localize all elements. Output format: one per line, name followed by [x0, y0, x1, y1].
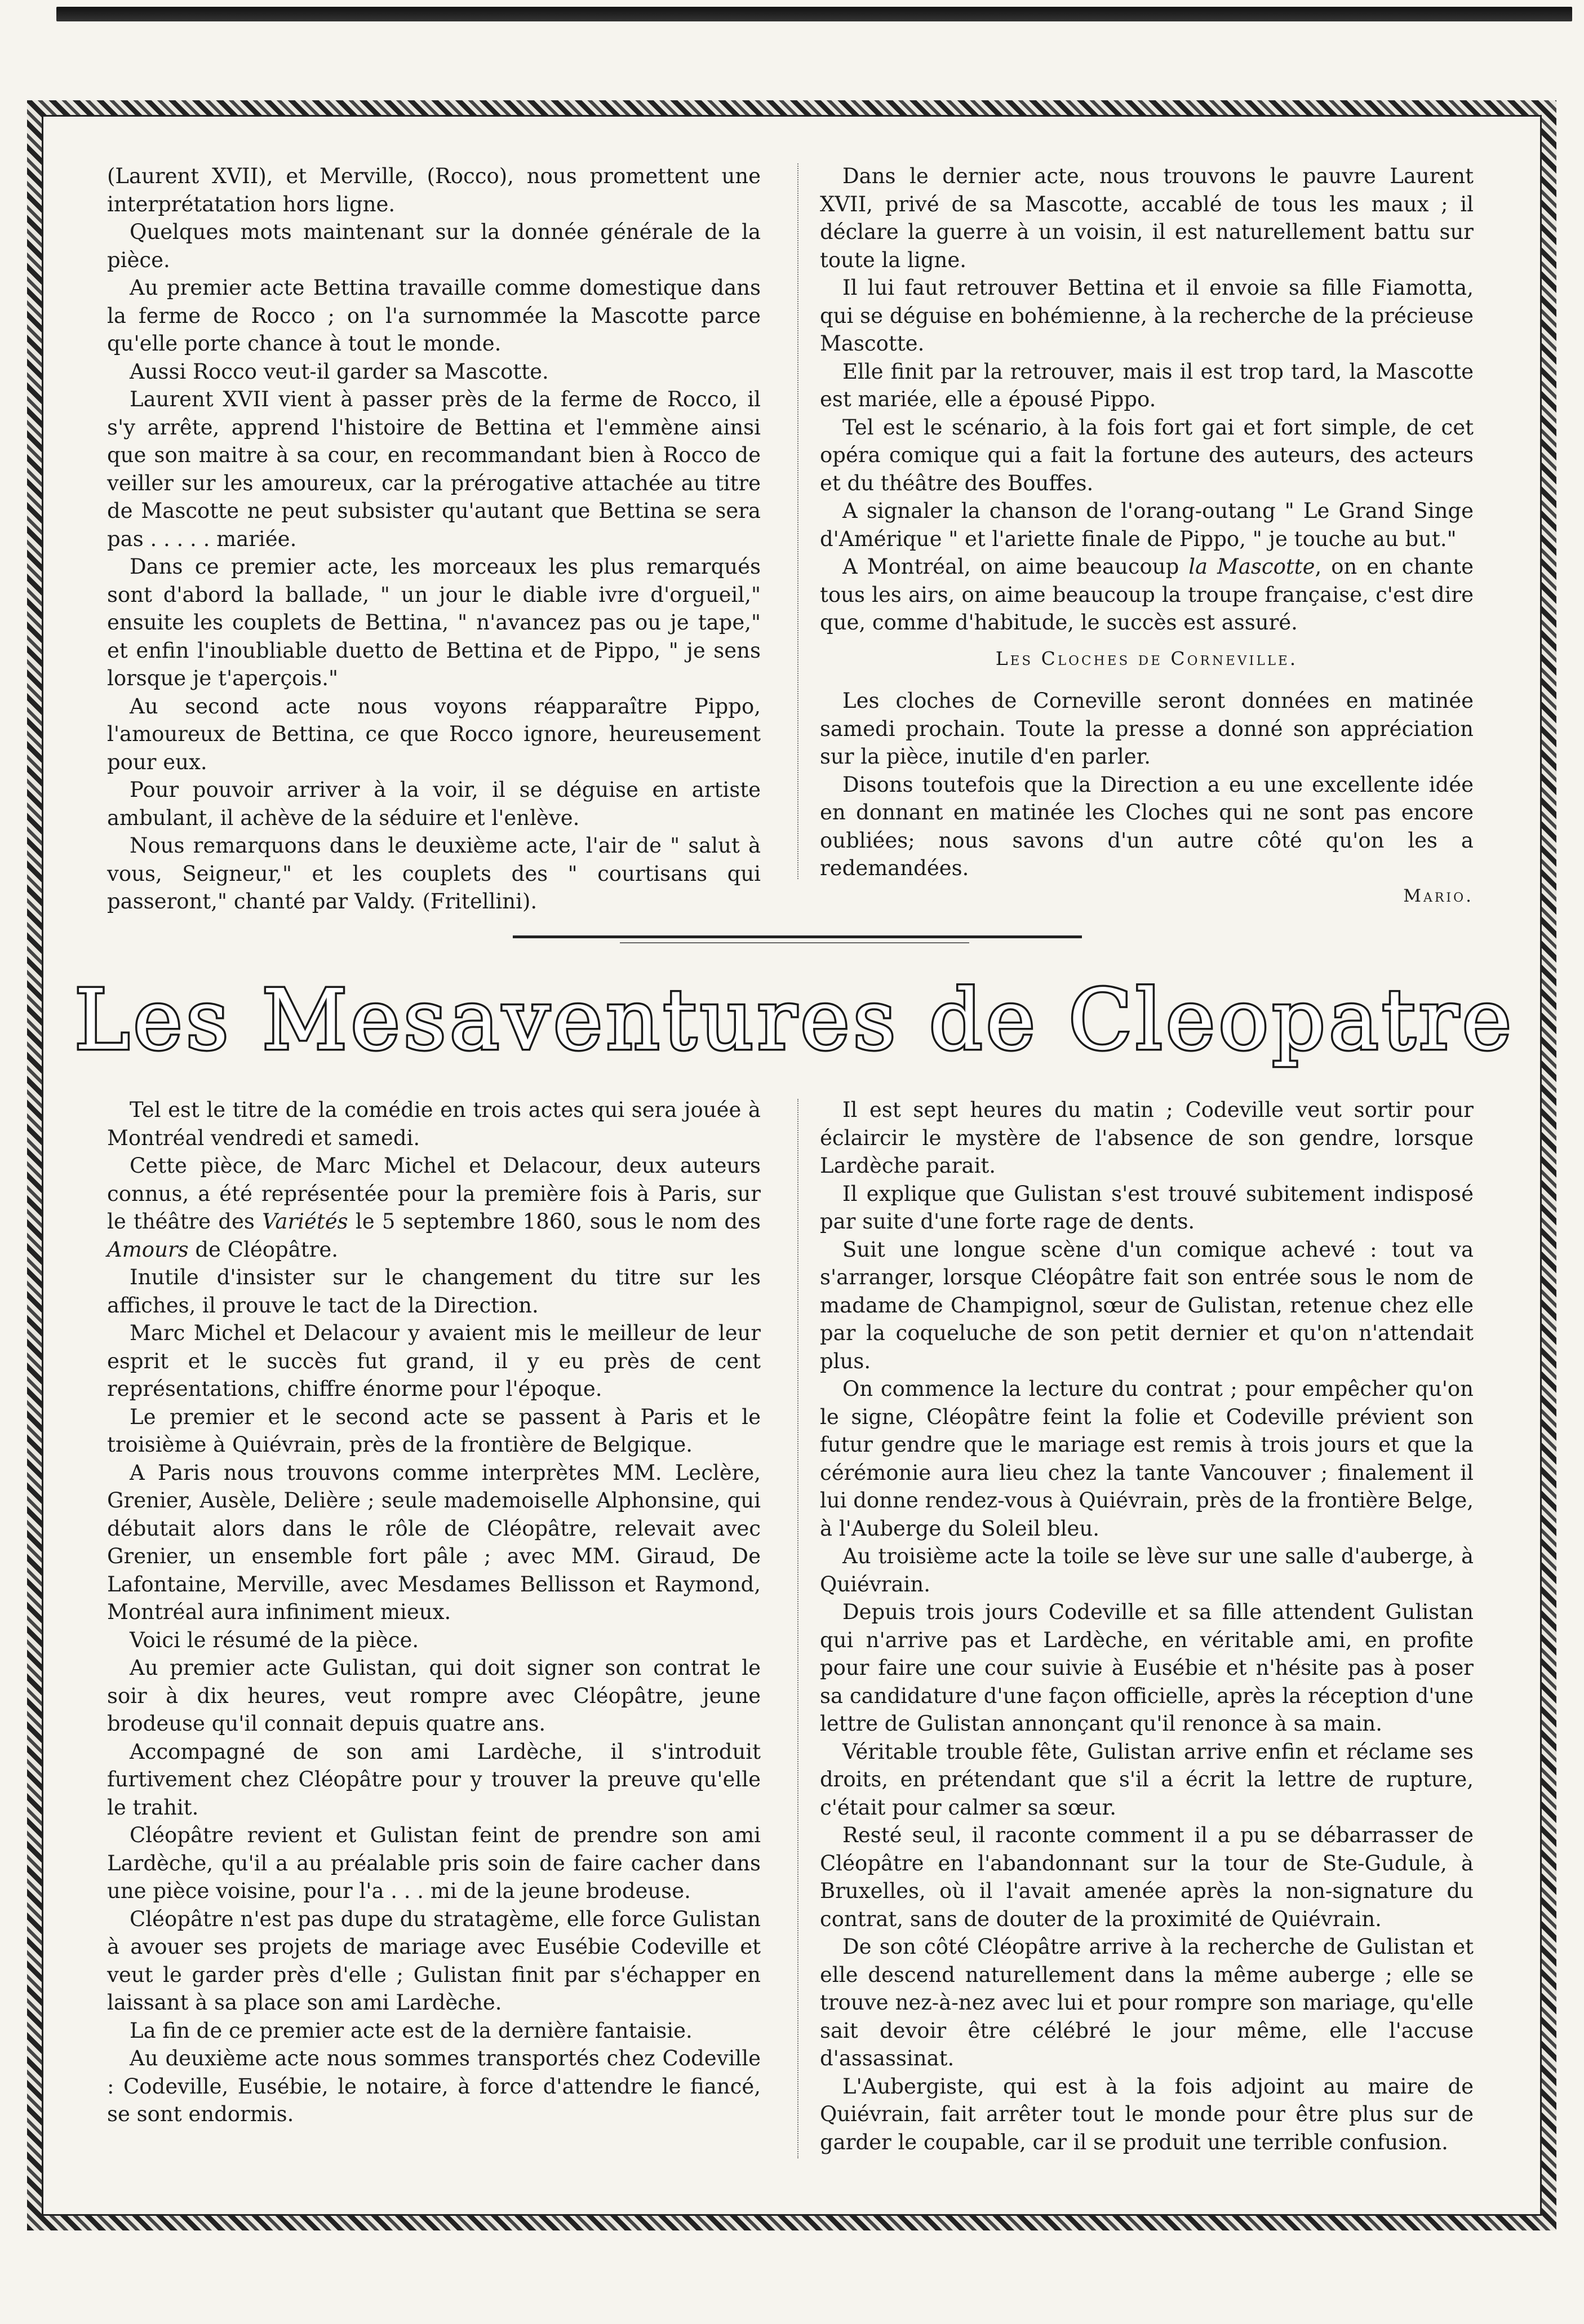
paragraph: Au premier acte Bettina travaille comme domestique dans la ferme de Rocco ; on l'a surnommée la Mascotte parce qu'elle porte chance à tout le monde. [107, 276, 761, 356]
paragraph: Dans ce premier acte, les morceaux les plus remarqués sont d'abord la ballade, " un jour le diable ivre d'orgueil," ensuite les couplets de Bettina, " n'avancez pas ou je tape," et enfin l'inoubliable duetto de Bettina et de Pippo, " je sens lorsque je t'aperçois." [107, 555, 761, 690]
top-rule [56, 7, 1572, 21]
paragraph: L'Aubergiste, qui est à la fois adjoint au maire de Quiévrain, fait arrêter tout le monde pour être plus sur de garder le coupable, car il se produit une terrible confusion. [820, 2074, 1474, 2154]
paragraph: Il lui faut retrouver Bettina et il envoie sa fille Fiamotta, qui se déguise en bohémienne, à la recherche de la précieuse Mascotte. [820, 276, 1474, 356]
top-left-column [107, 162, 761, 916]
paragraph: La fin de ce premier acte est de la dernière fantaisie. [130, 2018, 693, 2043]
paragraph: Cléopâtre revient et Gulistan feint de prendre son ami Lardèche, qu'il a au préalable pris soin de faire cacher dans une pièce voisine, pour l'a . . . mi de la jeune brodeuse. [107, 1823, 761, 1903]
text-run: Cette pièce, de Marc Michel et Delacour, deux auteurs connus, a été représentée pour la première fois à Paris, sur le théâtre des [107, 1154, 761, 1234]
paragraph: Cléopâtre n'est pas dupe du stratagème, elle force Gulistan à avouer ses projets de mariage avec Eusébie Codeville et veut le garder près d'elle ; Gulistan finit par s'échapper en laissant à sa place son ami Lardèche. [107, 1906, 761, 2015]
paragraph: Il explique que Gulistan s'est trouvé subitement indisposé par suite d'une forte rage de dents. [820, 1181, 1474, 1234]
text-run: , on en chante tous les airs, on aime beaucoup la troupe française, c'est dire que, comme d'habitude, le succès est assuré. [820, 555, 1474, 635]
paragraph: Tel est le titre de la comédie en trois actes qui sera jouée à Montréal vendredi et samedi. [107, 1098, 761, 1150]
section-divider-shadow [620, 942, 969, 943]
text-run: A Montréal, on aime beaucoup [842, 555, 1189, 579]
paragraph: Elle finit par la retrouver, mais il est trop tard, la Mascotte est mariée, elle a épousé Pippo. [820, 359, 1474, 411]
column-divider [797, 163, 798, 879]
paragraph: Aussi Rocco veut-il garder sa Mascotte. [130, 359, 549, 384]
paragraph: Dans le dernier acte, nous trouvons le pauvre Laurent XVII, privé de sa Mascotte, accablé de tous les maux ; il déclare la guerre à un voisin, il est naturellement battu sur toute la ligne. [820, 164, 1474, 272]
paragraph: On commence la lecture du contrat ; pour empêcher qu'on le signe, Cléopâtre feint la folie et Codeville prévient son futur gendre que le mariage est remis à trois jours et que la cérémonie aura lieu chez la tante Vancouver ; finalement il lui donne rendez-vous à Quiévrain, près de la frontière Belge, à l'Auberge du Soleil bleu. [820, 1377, 1474, 1541]
paragraph: Depuis trois jours Codeville et sa fille attendent Gulistan qui n'arrive pas et Lardèche, en véritable ami, en profite pour faire une cour suivie à Eusébie et n'hésite pas à poser sa candidature d'une façon officielle, après la réception d'une lettre de Gulistan annonçant qu'il renonce à sa main. [820, 1600, 1474, 1736]
paragraph: Resté seul, il raconte comment il a pu se débarrasser de Cléopâtre en l'abandonnant sur la tour de Ste-Gudule, à Bruxelles, où il l'avait amenée après la non-signature du contrat, sans de douter de la proximité de Quiévrain. [820, 1823, 1474, 1931]
paragraph: Les cloches de Corneville seront données en matinée samedi prochain. Toute la presse a donné son appréciation sur la pièce, inutile d'en parler. [820, 689, 1474, 769]
paragraph: Il est sept heures du matin ; Codeville veut sortir pour éclaircir le mystère de l'absence de son gendre, lorsque Lardèche parait. [820, 1098, 1474, 1178]
paragraph: (Laurent XVII), et Merville, (Rocco), nous promettent une interprétatation hors ligne. [107, 164, 761, 216]
italic-title: la Mascotte [1188, 555, 1315, 579]
paragraph: Marc Michel et Delacour y avaient mis le meilleur de leur esprit et le succès fut grand, il y eu près de cent représentations, chiffre énorme pour l'époque. [107, 1321, 761, 1401]
paragraph: Disons toutefois que la Direction a eu une excellente idée en donnant en matinée les Cloches qui ne sont pas encore oubliées; nous savons d'un autre côté qu'on les a redemandées. [820, 772, 1474, 880]
paragraph: Voici le résumé de la pièce. [130, 1627, 419, 1652]
paragraph: Quelques mots maintenant sur la donnée générale de la pièce. [107, 220, 761, 272]
paragraph: Nous remarquons dans le deuxième acte, l'air de " salut à vous, Seigneur," et les couplets des " courtisans qui passeront," chanté par Valdy. (Fritellini). [107, 833, 761, 913]
text-run: de Cléopâtre. [188, 1237, 338, 1262]
paragraph: Tel est le scénario, à la fois fort gai et fort simple, de cet opéra comique qui a fait la fortune des auteurs, des acteurs et du théâtre des Bouffes. [820, 415, 1474, 495]
paragraph: Le premier et le second acte se passent à Paris et le troisième à Quiévrain, près de la frontière de Belgique. [107, 1404, 761, 1457]
section-divider [513, 935, 1082, 938]
paragraph: Véritable trouble fête, Gulistan arrive enfin et réclame ses droits, en prétendant que s'il a écrit la lettre de rupture, c'était pour calmer sa sœur. [820, 1739, 1474, 1820]
article-left-column [107, 1096, 761, 2128]
paragraph: Pour pouvoir arriver à la voir, il se déguise en artiste ambulant, il achève de la séduire et l'enlève. [107, 778, 761, 830]
paragraph: Laurent XVII vient à passer près de la ferme de Rocco, il s'y arrête, apprend l'histoire de Bettina et l'emmène ainsi que son maitre à sa cour, en recommandant bien à Rocco de veiller sur les amoureux, car la prérogative attachée au titre de Mascotte ne peut subsister qu'autant que Bettina se sera pas . . . . . mariée. [107, 387, 761, 551]
paragraph: A signaler la chanson de l'orang-outang " Le Grand Singe d'Amérique " et l'ariette finale de Pippo, " je touche au but." [820, 499, 1474, 551]
paragraph: De son côté Cléopâtre arrive à la recherche de Gulistan et elle descend naturellement dans la même auberge ; elle se trouve nez-à-nez avec lui et pour rompre son mariage, qu'elle sait devoir être célébré le jour même, elle l'accuse d'assassinat. [820, 1935, 1474, 2070]
paragraph: Au premier acte Gulistan, qui doit signer son contrat le soir à dix heures, veut rompre avec Cléopâtre, jeune brodeuse qu'il connait depuis quatre ans. [107, 1656, 761, 1736]
paragraph: A Paris nous trouvons comme interprètes MM. Leclère, Grenier, Ausèle, Delière ; seule mademoiselle Alphonsine, qui débutait alors dans le rôle de Cléopâtre, relevait avec Grenier, un ensemble fort pâle ; avec MM. Giraud, De Lafontaine, Merville, avec Mesdames Bellisson et Raymond, Montréal aura infiniment mieux. [107, 1460, 761, 1624]
text-run: le 5 septembre 1860, sous le nom des [348, 1209, 761, 1234]
signature: Mario. [1403, 885, 1474, 906]
paragraph: Suit une longue scène d'un comique achevé : tout va s'arranger, lorsque Cléopâtre fait son entrée sous le nom de madame de Champignol, sœur de Gulistan, retenue chez elle par la coqueluche de son petit dernier et qu'on n'attendait plus. [820, 1237, 1474, 1373]
column-divider [797, 1099, 798, 2158]
paragraph: Au second acte nous voyons réapparaître Pippo, l'amoureux de Bettina, ce que Rocco ignore, heureusement pour eux. [107, 694, 761, 774]
section-subheading: Les Cloches de Corneville. [995, 647, 1298, 669]
paragraph: Inutile d'insister sur le changement du titre sur les affiches, il prouve le tact de la Direction. [107, 1265, 761, 1318]
paragraph: Au deuxième acte nous sommes transportés chez Codeville : Codeville, Eusébie, le notaire, à force d'attendre le fiancé, se sont endormis. [107, 2046, 761, 2126]
paragraph [820, 553, 1474, 637]
paragraph [107, 1152, 761, 1263]
paragraph: Au troisième acte la toile se lève sur une salle d'auberge, à Quiévrain. [820, 1544, 1474, 1596]
article-title: Les Mesaventures de Cleopatre [74, 972, 1515, 1068]
article-right-column [820, 1096, 1474, 2156]
italic-title: Variétés [262, 1209, 348, 1234]
italic-title: Amours [107, 1237, 189, 1262]
paragraph: Accompagné de son ami Lardèche, il s'introduit furtivement chez Cléopâtre pour y trouver la preuve qu'elle le trahit. [107, 1739, 761, 1820]
top-right-column [820, 162, 1474, 910]
